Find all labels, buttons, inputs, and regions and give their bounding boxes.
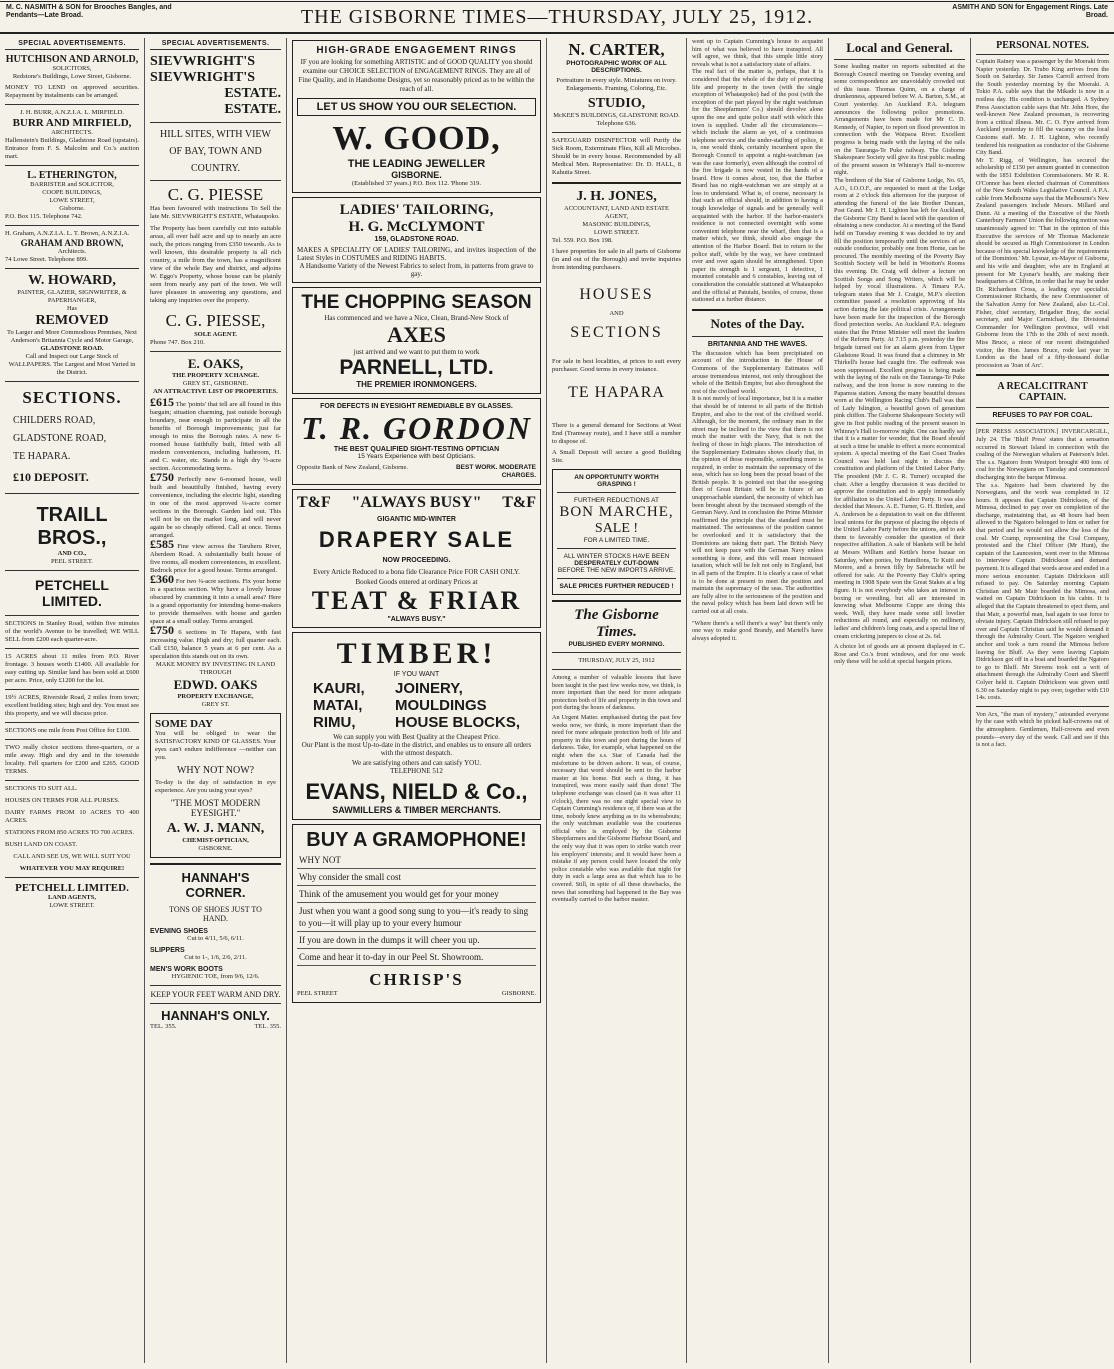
ad-line: "ALWAYS BUSY." xyxy=(387,616,446,623)
ad-line: just arrived and we want to put them to work xyxy=(353,348,480,356)
column-3 xyxy=(287,38,547,1363)
divider xyxy=(976,423,1109,424)
timber-list-right xyxy=(395,680,520,731)
news-text: [PER PRESS ASSOCIATION.] INVERCARGILL, July 24. The 'Bluff Press' states that a sensation occurred in Stewart Island in connection with the coaling of the Norwegian whalers at Paterson's Inlet. The s.s. Ngatoro from Westport brought 400 tons of coal for the Norwegians on Tuesday and commenced discharging into the barque Mimosa. xyxy=(976,428,1109,481)
ad-line: LOWE STREET. xyxy=(49,902,95,909)
ad-title: E. OAKS, xyxy=(187,356,244,371)
traill-ad xyxy=(5,504,139,566)
ad-line: MAKE MONEY BY INVESTING IN LAND THROUGH xyxy=(155,661,276,676)
divider xyxy=(150,351,281,352)
ad-body: I have properties for sale in all parts of Gisborne (in and out of the Borough) and invite inquiries from intending purchasers. xyxy=(552,248,681,271)
divider xyxy=(552,600,681,602)
ad-line: HILL SITES, WITH VIEW xyxy=(160,129,271,140)
editorial-continued: An Urgent Matter. emphasised during the past few weeks now, we think, is more important than the need for more adequate protection both of life and property in this town and port during the hours of darkness. Take, for example, what happened on the night when the s.s. Star of Canada had the misfortune to be driven ashore. It was, of course, necessary that word should be sent to the harbor master at his home. But such a thing, it has transpired, was more easily said than done! The telephone exchange was closed (as it was after 11 o'clock), there was no one night special view to Captain Cumming's residence or, if there was at the time, nobody knew anything as to its whereabouts; the only watchman available was the courteous official who is employed by the Gisborne Sheepfarmers and the Gisborne Harbour Board, and the only way that it was open to strike watch over his employers' interests; and it would have been a mistake if any person could have located the only police constable who was available that night for duty in such a large area as that which has to be covered. Still, in spite of all these drawbacks, the news that something had happened in the Bay was eventually carried to the harbor master. xyxy=(552,713,681,904)
listing: WHATEVER YOU MAY REQUIRE! xyxy=(19,865,125,872)
ad-body: MAKES A SPECIALITY OF LADIES' TAILORING, and invites inspection of the Latest Styles in COSTUMES and RIDING HABITS. xyxy=(297,246,536,262)
story-continued: It is not merely of local importance, but it is a matter that should be of interest to all parts of the British Empire, and also to the rest of the civilised world. Although, for the moment, the ordinary man in the street may be inclined to the view that there is not much the matter with the Navy, that is not the feeling of those in high places. The introduction of the Supplementary Estimates shows clearly that, in the opinion of those responsible, something more is required, in order to maintain the supremacy of the seas, which has so long been the proud boast of the British people. It is pointed out that the sea-going fleet of Great Britain will be in future of an unapproachable standard, the necessity of which has been brought about by the increased strength of the German Navy. And in conclusion the Prime Minister reaffirmed the principle that the standard must be maintained. The seriousness of the position cannot be overlooked and it is satisfactory that the Dominions are taking their part. The British Navy will not keep pace with the German Navy unless something is done, and this will mean increased taxation, which will be felt not only in England, but in all parts of the Empire. It is clearly a case of what is to be done at present to meet the position and maintain the supremacy of the seas. The authorities are fully alive to the seriousness of the position and the naval policy which has been laid down will be carried out at all costs. xyxy=(692,395,823,615)
masthead-title: THE GISBORNE TIMES—THURSDAY, JULY 25, 1912. xyxy=(300,6,814,28)
ad-line: To Larger and More Commodious Premises, Next Anderson's Britannia Cycle and Motor Garage, xyxy=(7,329,137,344)
divider xyxy=(5,381,139,382)
masthead-bar xyxy=(0,0,1114,34)
petchell-listings xyxy=(5,620,139,873)
story-text: went up to Captain Cumming's house to acquaint him of what was believed to have transpired. All will agree, we think, that this simple little story reveals what is not a satisfactory state of affairs. xyxy=(692,38,823,68)
ad-line: TE HAPARA. xyxy=(13,451,71,462)
divider xyxy=(552,652,681,653)
ad-footer xyxy=(297,990,536,998)
graham-ad xyxy=(5,230,139,264)
piesse-ad xyxy=(150,185,281,347)
ad-footer xyxy=(297,464,536,480)
sievwright-ad xyxy=(150,54,281,118)
divider xyxy=(5,570,139,571)
ad-title: TRAILL BROS., xyxy=(36,504,108,549)
gramophone-ad xyxy=(292,824,541,1003)
hannah-ad xyxy=(150,870,281,1031)
divider xyxy=(976,374,1109,376)
ad-line: Gisborne. xyxy=(59,205,85,212)
divider xyxy=(150,180,281,181)
divider xyxy=(552,132,681,133)
ad-line: TEL. 355. xyxy=(150,1023,177,1030)
oaks-ad xyxy=(150,356,281,709)
ad-line: MASONIC BUILDINGS, xyxy=(582,221,651,228)
divider xyxy=(150,122,281,123)
ad-body: MONEY TO LEND on approved securities. Repayment by instalments can be arranged. xyxy=(5,84,139,99)
section-title: PERSONAL NOTES. xyxy=(976,40,1109,55)
listing xyxy=(150,470,281,540)
section-subtitle: REFUSES TO PAY FOR COAL. xyxy=(992,412,1093,420)
ad-body: You will be obliged to wear the SATISFACTORY KIND OF GLASSES. Your eyes can't endure indifference —neither can you. xyxy=(155,730,276,761)
ad-title: T&F xyxy=(297,494,331,511)
ad-line: THE PROPERTY XCHANGE. xyxy=(171,372,260,379)
ad-title: N. CARTER, xyxy=(568,40,665,59)
ad-line: P.O. Box 115. Telephone 742. xyxy=(5,213,83,220)
ad-line: PROPERTY EXCHANGE, xyxy=(177,693,254,700)
ad-body: The Property has been carefully cut into suitable areas, all over half acre and up to nearly an acre each, the prices ranging from £350 towards. As is well known, this desirable property is all rich country, a mile from the town, has a magnificent view of the whole Bay and district, and adjoins W. Eggo's Property, whose house can be plainly seen from nearly any part of the town. We will have pleasure in answering any questions, and taking any inquiries over the property. xyxy=(150,225,281,304)
ad-title: SECTIONS. xyxy=(22,388,122,407)
editorial-masthead xyxy=(552,607,681,670)
divider xyxy=(557,492,676,493)
ad-line: GREY ST., GISBORNE. xyxy=(182,380,249,387)
ad-line: If you are down in the dumps it will cheer you up. xyxy=(297,932,536,949)
ad-title: W. GOOD, xyxy=(332,120,501,157)
ad-title: C. G. PIESSE, xyxy=(165,311,266,330)
ad-title: T&F xyxy=(502,494,536,511)
ad-line: CHEMIST-OPTICIAN, xyxy=(182,837,249,844)
ad-line: Has commenced and we have a Nice, Clean, Brand-New Stock of xyxy=(324,314,509,322)
petchell-title: PETCHELL LIMITED. xyxy=(35,577,109,609)
divider xyxy=(5,104,139,105)
ad-title: W. HOWARD, xyxy=(28,273,116,288)
ad-body: We are satisfying others and can satisfy YOU. xyxy=(351,759,482,767)
ad-line: ACCOUNTANT, LAND AND ESTATE AGENT, xyxy=(564,205,669,220)
listing: HOUSES ON TERMS FOR ALL PURSES. xyxy=(5,797,120,804)
quote-text: "Where there's a will there's a way" but there's only one way to make good Brandy, and Martell's have always adopted it. xyxy=(692,619,823,642)
houses-ad xyxy=(552,286,681,374)
ad-line: J. H. BURR, A.N.Z.I.A. L. MIRFIELD. xyxy=(20,109,124,116)
ad-line: LAND AGENTS, xyxy=(47,894,97,901)
ad-line: BEST WORK. MODERATE CHARGES. xyxy=(455,464,536,479)
ad-line: SALE PRICES FURTHER REDUCED ! xyxy=(559,583,674,590)
news-text: Captain Rainey was a passenger by the Moeraki from Napier yesterday. Dr. Trubo King arrives from the South on Saturday. Sir James Carroll arrived from the South yesterday morning by the Moeraki. A Tokio P.A. cable says that the Mikado is now in a restless day. His condition is unchanged. A Sydney Press Association cable says that Mr. John Hore, the well-known New Zealand pressman, is recovering from a critical illness. Mr. C. O. Fyre arrived from Auckland yesterday to fill the vacancy on the local Customs staff. Mr. J. H. Lighton, who recently tendered his resignation as conductor of the Gisborne City Band. xyxy=(976,58,1109,157)
ad-line: AND xyxy=(609,310,624,317)
divider xyxy=(5,722,139,723)
ad-title: SECTIONS xyxy=(570,324,663,341)
ad-line: GISBORNE. xyxy=(198,845,233,852)
ad-header xyxy=(297,494,536,512)
ad-line: AN OPPORTUNITY WORTH GRASPING ! xyxy=(574,474,659,488)
news-closing: Von Arx, "the man of mystery," astounded everyone by the case with which he picked half-crowns out of the atmosphere. Gentlemen, Half-crowns and even pounds—every day of the week. Call and see if this is not a fact. xyxy=(976,710,1109,749)
ad-line: 15 Years Experience with best Opticians. xyxy=(357,453,476,460)
column-7 xyxy=(971,38,1114,1363)
ad-line: Has xyxy=(66,305,78,312)
ad-line: PAINTER, GLAZIER, SIGNWRITER, & PAPERHANGER, xyxy=(17,289,127,304)
ad-title: "ALWAYS BUSY" xyxy=(351,494,482,511)
ad-title: GRAHAM AND BROWN, xyxy=(20,238,124,248)
petchell-footer xyxy=(5,882,139,910)
news-text: Some leading matter on reports submitted at the Borough Council meeting on Tuesday evening and some correspondence are unavoidably crowded out of this issue. Thomas Quinn, on a charge of drunkenness, appeared before W. A. Barton, S.M., at Court yesterday. An Auckland P.A. telegram announces the following police promotions. Arrangements have been made for Mr C. D. Kennedy, of Napier, to report on flood prevention in connection with the Waipaoa River. Excellent progress is being made with the laying of the rails on the Tauranga-Te Puke railway. The Gisborne Shakespeare Society will give its first public reading of the present season in Whinray's Hall to-morrow night. xyxy=(834,63,965,177)
ad-line: THE PREMIER IRONMONGERS. xyxy=(356,380,477,389)
listing-text: The 'points' that tell are all found in this bargain; situation charming, just outside borough boundary, near enough to participate in all the benefits of Borough improvements; just far enough to miss the Borough rates. A new 6-roomed house faithfully built, fitted with all modern conveniences, including bathroom, H. and C. water, etc. Stands in a high dry ½-acre section. Accommodating terms. xyxy=(150,401,282,472)
ad-line: IF YOU WANT xyxy=(393,671,440,678)
divider xyxy=(552,182,681,184)
divider xyxy=(150,1003,281,1004)
divider xyxy=(150,985,281,986)
divider xyxy=(552,669,681,670)
ad-line: H. Graham, A.N.Z.I.A. L. T. Brown, A.N.Z.I.A. xyxy=(5,230,130,237)
ad-line: 74 Lowe Street. Telephone 899. xyxy=(5,256,88,263)
ad-line: Think of the amusement you would get for your money xyxy=(297,886,536,903)
ad-line: DESPERATELY CUT-DOWN xyxy=(574,560,659,567)
story-continued: The real fact of the matter is, perhaps, that it is considered that the whole of the duty of protecting life and property in the town (with the single exception of Whataupoko) had of the post (with the exception of the part played by the night watchman for the Sheepfarmers' Co.) should devolve alone upon the one and quite police staff with which this town is supplied. Under all the circumstances—which include the alarm as yet, of a continuous telephone service and the under-staffing of police, it is, one would think, certainly incumbent upon the Borough Council to appoint a night-watchman (as was the case formerly), even although the control of the fire brigade is now vested in the hands of a board. How it comes about, too, that the Harbor Board has no night-watchman we are simply at a loss to understand. What is, of course, necessary is that such an official should, in addition to having a tough knowledge of signals and be generally well acquainted with the harbor. If the harbor-master's residence is not connected overnight with some convenient telephone near the wharf, then that is a matter which, we think, should also engage the attention of the Harbor Board. But to return to the police staff, while by the way, we have continued over and over again should be strengthened. Upon paper its strength is 1 sergeant, 1 detective, 1 mounted constable and 6 constables, leaving out of consideration the constable stationed at Whataupoko and the official at Patutahi, besides, of course, those stationed at a further distance. xyxy=(692,68,823,304)
gordon-ad xyxy=(292,398,541,485)
ad-line: THE LEADING JEWELLER xyxy=(347,158,486,170)
ad-title: LADIES' TAILORING, xyxy=(339,202,494,218)
listing: SECTIONS TO SUIT ALL. xyxy=(5,785,78,792)
ad-line: Has been favoured with instructions To Sell the late Mr. SIEVWRIGHT'S ESTATE, Whataupoko. xyxy=(150,205,281,220)
column-2 xyxy=(145,38,287,1363)
column-4 xyxy=(547,38,687,1363)
sections-ad xyxy=(5,388,139,485)
ad-line: HYGIENIC TOE, from 9/6, 12/6. xyxy=(171,973,260,980)
ad-line: (Established 37 years.) P.O. Box 112. 'Phone 319. xyxy=(351,180,482,187)
ad-line: Just when you want a good song sung to you—it's ready to sing to you—it will play up to your every humour xyxy=(297,903,536,932)
ad-line: BEFORE THE NEW IMPORTS ARRIVE. xyxy=(557,567,676,574)
product: JOINERY, xyxy=(394,680,463,697)
product: RIMU, xyxy=(313,714,356,731)
ad-title: SOME DAY xyxy=(155,718,213,730)
ad-heading: STUDIO, xyxy=(587,96,646,111)
left-ear-notice: M. C. NASMITH & SON for Brooches Bangles, and Pendants—Late Broad. xyxy=(6,4,172,19)
ad-line: GIGANTIC MID-WINTER xyxy=(377,516,456,523)
product: KAURI, xyxy=(313,680,365,697)
top-rule xyxy=(0,1,1114,2)
ad-line: CHILDERS ROAD, xyxy=(13,415,96,426)
ad-line: GREY ST. xyxy=(201,701,230,708)
ad-body: Booked Goods entered at ordinary Prices at xyxy=(355,578,478,586)
divider xyxy=(5,739,139,740)
listing-price: £750 xyxy=(150,623,174,637)
story-text: The discussion which has been precipitated on account of the introduction in the House of Commons of the Supplementary Estimates will arouse tremendous interest, not only throughout the whole of the British Empire, but also throughout the rest of the civilised world. xyxy=(692,349,823,395)
ad-title: A. W. J. MANN, xyxy=(166,821,265,836)
listing: 15 ACRES about 11 miles from P.O. River frontage. 3 houses worth £1400. All available for easy cutting up. Similar land has been sold at £600 per acre. Price, only £1200 for the lot. xyxy=(5,653,139,684)
ad-line: GLADSTONE ROAD, xyxy=(13,433,107,444)
ad-body: Every Article Reduced to a bona fide Clearance Price FOR CASH ONLY. xyxy=(313,568,520,576)
tailoring-ad xyxy=(292,197,541,283)
ad-line: LOWE STREET, xyxy=(49,197,95,204)
ad-line: FOR A LIMITED TIME. xyxy=(583,537,650,544)
listing-price: £585 xyxy=(150,537,174,551)
news-closing: A choice lot of goods are at present displayed in C. Rose and Co.'s front windows, and for one week only these will be sold at special bargain prices. xyxy=(834,643,965,666)
product: MOULDINGS xyxy=(394,697,487,714)
ad-line: ALL WINTER STOCKS HAVE BEEN xyxy=(563,553,670,560)
column-heading: SPECIAL ADVERTISEMENTS. xyxy=(150,38,281,50)
ad-title: L. ETHERINGTON, xyxy=(27,170,117,181)
ad-title: SIEVWRIGHT'S xyxy=(150,70,256,85)
product: MATAI, xyxy=(313,697,363,714)
ad-title: C. G. PIESSE xyxy=(167,185,264,204)
ad-title: TE HAPARA xyxy=(568,384,665,401)
listing xyxy=(150,572,282,626)
divider xyxy=(5,877,139,878)
ad-line: LOWE STREET. xyxy=(593,229,640,236)
ad-body: A Small Deposit will secure a good Building Site. xyxy=(552,449,681,464)
ad-phones xyxy=(150,1023,281,1031)
product: HOUSE BLOCKS, xyxy=(394,714,520,731)
listing xyxy=(150,395,282,473)
ad-body: Our Plant is the most Up-to-date in the district, and enables us to ensure all orders with the utmost despatch. xyxy=(301,741,532,757)
ad-heading: SALE ! xyxy=(594,521,639,536)
ad-line: COOPE BUILDINGS, xyxy=(42,189,102,196)
divider xyxy=(5,268,139,269)
ad-title: T. R. GORDON xyxy=(301,410,532,446)
right-ear-notice: ASMITH AND SON for Engagement Rings. Late Broad. xyxy=(952,4,1108,19)
ad-title: HANNAH'S ONLY. xyxy=(161,1008,270,1023)
carter-ad xyxy=(552,40,681,128)
bonmarche-ad xyxy=(552,469,681,595)
ad-heading: REMOVED xyxy=(35,313,109,328)
teat-friar-ad xyxy=(292,489,541,628)
listing-text: 6 sections in Te Hapara, with fast increasing value. High and dry; full quarter each. Call £150, balance 5 years at 6 per cent. As a speculation this stands out on its own. xyxy=(150,629,281,660)
ad-heading: "THE MOST MODERN EYESIGHT." xyxy=(170,798,261,818)
listing xyxy=(150,623,281,661)
tehapara-ad xyxy=(552,384,681,465)
ad-body: To-day is the day of satisfaction in eye experience. Are you using your eyes? xyxy=(155,779,276,794)
news-continued: The s.s. Ngatoro had been chartered by the Norwegians, and the work was completed in 12 hours. It appears that Captain Didrickson, of the Mimosa, declined to pay over on completion of the discharge, maintaining that, as 48 hours had been allowed to the Ngatoro belonged to him or rather for that period and he would not allow the loss of the coal. Mr Cramp, representing the Coal Company, protested and the Chief Officer (Mr Hunt), the captain of the Launceston, went over to the Mimosa to interview Captain Didrickson and demand payment. It is alleged that words arose and ended in a more serious encounter. Captain Didrickson still refused to pay. On Saturday morning Captain Christian and Mr Mair boarded the Mimosa, and waited on Captain Didrickson in his cabin. It is alleged that the Captain threatened to eject them, and that Mair, a powerful man, had again to use force to obviate injury. Captain Didrickson still refused to pay over and Captain Christian said he would demand it through the Admiralty Court. The Ngatoro weighed anchor and took a turn round the Mimosa before leaving for Bluff. As they were leaving Captain Didrickson got off in a boat and boarded the Ngatoro to go to Bluff. Mr Stevens took out a writ of attachment through the Admiralty Court and Sheriff Colyer held it. Captain Didrickson was given until 6.30 on Saturday night to pay over, together with £10 14s. costs. xyxy=(976,481,1109,702)
ad-line: Opposite Bank of New Zealand, Gisborne. xyxy=(297,464,409,471)
timber-products xyxy=(297,678,536,733)
ad-line: £10 DEPOSIT. xyxy=(13,470,89,484)
divider xyxy=(976,407,1109,408)
etherington-ad xyxy=(5,170,139,221)
ad-line: Cut to 4/11, 5/6, 6/11. xyxy=(187,935,244,942)
divider xyxy=(5,780,139,781)
ad-line: Tel. 559. P.O. Box 198. xyxy=(552,237,613,244)
divider xyxy=(150,863,281,865)
divider xyxy=(692,336,823,337)
ad-title: TIMBER! xyxy=(336,637,497,670)
ad-line: FOR DEFECTS IN EYESIGHT REMEDIABLE BY GLASSES. xyxy=(320,403,513,410)
ad-title: ESTATE. xyxy=(224,102,281,117)
ad-body: Hallenstein's Buildings, Gladstone Road (upstairs). Entrance from F. S. Malcolm and Co.'s auction mart. xyxy=(5,137,139,160)
ad-title: THE CHOPPING SEASON xyxy=(301,292,532,313)
disinfector-ad: SAFEGUARD DISINFECTOR will Purify the Sick Room, Exterminate Flies, Kill all Microbes. Should be in every house. Recommended by all Medical Men. Representative: Dr. D. HALL, 8 Kahutia Street. xyxy=(552,137,681,176)
ad-title: J. H. JONES, xyxy=(576,189,657,204)
hutchison-ad xyxy=(5,54,139,100)
ad-line: Telephone 636. xyxy=(596,120,637,127)
ad-line: SLIPPERS xyxy=(150,947,185,954)
ad-line: Come and hear it to-day in our Peel St. Showroom. xyxy=(297,949,536,966)
ad-line: 159, GLADSTONE ROAD. xyxy=(374,236,459,243)
ad-line: ARCHITECTS. xyxy=(51,129,93,136)
divider xyxy=(976,706,1109,707)
ad-body: We can supply you with Best Quality at the Cheapest Price. xyxy=(333,733,500,741)
ad-line: SOLE AGENT. xyxy=(194,331,237,338)
ad-line: TONS OF SHOES JUST TO HAND. xyxy=(169,905,262,923)
ad-line: GLADSTONE ROAD. xyxy=(40,345,104,352)
section-title: Notes of the Day. xyxy=(710,315,805,331)
ad-line: PUBLISHED EVERY MORNING. xyxy=(568,641,665,648)
listing-text: Perfectly new 6-roomed house, well built and beautifully finished, having every convenience, including the electric light, standing in one of the most approved ¼-acre corner sections in the Borough. Garden laid out. This will not be on the market long, and will never again be so cheaply offered. Call at once. Terms arranged. xyxy=(150,476,281,539)
ad-title: EDWD. OAKS xyxy=(173,677,258,692)
paper-name: The Gisborne Times. xyxy=(574,607,659,640)
divider xyxy=(5,689,139,690)
divider xyxy=(692,309,823,311)
ad-line: GISBORNE. xyxy=(501,990,536,997)
ad-line: Cut to 1-, 1/6, 2/6, 2/11. xyxy=(184,954,247,961)
ad-line: PEEL STREET. xyxy=(51,558,93,565)
section-subtitle: BRITANNIA AND THE WAVES. xyxy=(707,340,808,348)
ad-heading: AXES xyxy=(387,322,446,347)
divider xyxy=(5,615,139,616)
divider xyxy=(5,493,139,494)
listing-text: Fine view across the Taruheru River, Aberdeen Road. A substantially built house of five rooms, all modern conveniences, in excellent. Bedrock price for a good house. Terms arranged. xyxy=(150,543,281,574)
ad-body: There is a general demand for Sections at West End (Tramway route), and I have still a number to dispose of. xyxy=(552,422,681,445)
ad-line: SOLICITORS, xyxy=(52,65,92,72)
listing-text: For two ¼-acre sections. Fix your home in a spacious section. Why have a lovely house obscured by cramming it into a small area? Here is a grand opportunity for intending home-makers to provide themselves with house and garden space at a small outlay. Terms arranged. xyxy=(150,578,282,625)
divider xyxy=(5,648,139,649)
ad-line: AND CO., xyxy=(57,550,87,557)
divider xyxy=(5,225,139,226)
ad-title: HOUSES xyxy=(579,286,654,303)
listing-price: £360 xyxy=(150,572,174,586)
listing: SECTIONS one mile from Post Office for £100. xyxy=(5,727,131,734)
ad-body: A Handsome Variety of the Newest Fabrics to select from, in patterns from grave to gay. xyxy=(299,262,534,278)
ad-line: SAWMILLERS & TIMBER MERCHANTS. xyxy=(332,805,501,815)
rings-ad xyxy=(292,40,541,193)
ad-title: ESTATE. xyxy=(224,86,281,101)
chopping-ad xyxy=(292,287,541,394)
listing: TWO really choice sections three-quarters, or a mile away. High and dry and in the townside locality. Fell quarters for £200 and £265. GOOD TERMS. xyxy=(5,744,139,775)
news-continued: Mr T. Rigg, of Wellington, has secured the scholarship of £150 per annum granted in connection with the 1851 Exhibition Commissioners. Mr R. R. O'Connor has been elected chairman of Committees of the New South Wales Legislative Council. A P.A. cable from Melbourne says that the Melbourne's New Zealand passengers include Messrs. Millard and Dunn. At a meeting of the Executive of the North Canterbury Farmers' Union the following motion was unanimously agreed to: 'That in the opinion of this Executive the services of Mr Thomas Mackenzie should be secured as High Commissioner in London because of his special knowledge of the requirements of the Dominion.' Mr. Lysnar, ex-Mayor of Gisborne, and his wife and daughter, who are in England at present for Mr Lysnar's health, are making their headquarters at Clifton, in order that he may be under Dr. Richardson Cross, a leading eye specialist. Commissioner Richards, the new Commissioner of the Salvation Army for New Zealand, also Lt.-Col. Fisher, chief secretary, Brigadier Bray, the social secretary, and Major Carmichael, the Divisional Commander for Wellington province, will visit Gisborne from the 17th to the 20th of next month. Miss Bruce, a niece of our recent distinguished visitor, the Hon. James Bruce, rode last year in London as the head of a fifty-thousand dollar procession as 'Joan of Arc'. xyxy=(976,156,1109,369)
hill-sites-ad xyxy=(150,129,281,174)
column-5 xyxy=(687,38,829,1363)
listing-price: £750 xyxy=(150,470,174,484)
ad-title: PARNELL, LTD. xyxy=(339,356,494,379)
ad-line: Why consider the small cost xyxy=(297,869,536,886)
ad-title: CHRISP'S xyxy=(369,970,464,989)
ad-title: BUY A GRAMOPHONE! xyxy=(306,829,527,851)
ad-line: McKEE'S BUILDINGS, GLADSTONE ROAD. xyxy=(553,112,680,119)
divider xyxy=(557,578,676,579)
ad-line: AN ATTRACTIVE LIST OF PROPERTIES. xyxy=(153,388,278,395)
listing xyxy=(150,537,281,575)
ad-heading: WHY NOT NOW? xyxy=(176,765,255,776)
ad-body: IF you are looking for something ARTISTIC and of GOOD QUALITY you should examine our CHOICE SELECTION of ENGAGEMENT RINGS. They are all of Fine Quality, and in Handsome Designs, yet so reasonably priced as to be within the reach of all. xyxy=(298,58,535,93)
timber-ad xyxy=(292,632,541,820)
ad-body: Portraiture in every style. Miniatures on ivory. Enlargements. Framing, Coloring, Etc. xyxy=(556,77,677,92)
ad-line: NOW PROCEEDING. xyxy=(382,557,451,564)
section-title: A RECALCITRANT CAPTAIN. xyxy=(997,381,1088,404)
ad-line: Redstone's Buildings, Lowe Street, Gisborne. xyxy=(12,73,132,80)
ad-line: THE BEST QUALIFIED SIGHT-TESTING OPTICIAN xyxy=(333,446,500,453)
listing: BUSH LAND ON COAST. xyxy=(5,841,78,848)
listing: DAIRY FARMS FROM 10 ACRES TO 400 ACRES. xyxy=(5,809,139,824)
divider xyxy=(5,165,139,166)
ad-line: BARRISTER and SOLICITOR, xyxy=(30,181,114,188)
ad-line: PHOTOGRAPHIC WORK OF ALL DESCRIPTIONS. xyxy=(566,60,667,74)
ad-title: HIGH-GRADE ENGAGEMENT RINGS xyxy=(316,45,517,56)
ad-line: KEEP YOUR FEET WARM AND DRY. xyxy=(150,990,281,999)
ad-title: EVANS, NIELD & Co., xyxy=(305,779,528,804)
ad-title: H. G. McCLYMONT xyxy=(348,219,485,235)
timber-list-left xyxy=(313,680,365,731)
ad-line: EVENING SHOES xyxy=(150,928,208,935)
ad-line: GISBORNE. xyxy=(391,170,442,180)
news-continued: The brethren of the Star of Gisborne Lodge, No. 65, A.O., I.O.O.F., are requested to meet at the Lodge room at 2 o'clock this afternoon for the purpose of attending the funeral of the late Brother Duncan, Post Grand. Mr J. H. Lighton has left for Auckland, the Gisborne City Band is faced with the question of obtaining a new conductor. At a meeting of the Band held on Tuesday evening it was decided to try and fill the position temporarily until the services of an outside conductor, probably one from Home, can be procured. The monthly meeting of the Poverty Bay Scottish Society will be held in Wootton's Rooms this evening. Dr. Craig will deliver a lecture on Scottish Songs and Song Writers, which will be helped by vocal illustrations. A Timaru P.A. telegram states that Mr J. Craigie, M.P.'s election committee passed a resolution approving of his action during the late political crisis. Arrangements have been made for the inspection of the Borough flood protection works. An Auckland P.A. telegram states that the Prime Minister will meet the leaders of the Reform Party. At 7.15 p.m. yesterday the fire brigade turned out for an alarm given from Upper Gladstone Road. It was found that a chimney in Mr Thirkell's house had caught fire. The outbreak was soon suppressed. Excellent progress is being made with the laying of the rails on the Tauranga-Te Puke railway, and the iron horse is now running to the Papamoa station. Among the many beautiful dresses worn at the Wellington Racing Club's Ball was that of Lady Islington, a beautiful gown of geranium pink chiffon. The Gisborne Shakespeare Society will give its first public reading of the present season in Whinray's Hall to-morrow night. One can hardly say that it is a matter for wonder, that the Board should at such a time be unable to effect a more economical system. A special meeting of the East Coast Trades Council was held last night to discuss the constitution and platform of the United Labor Party. The president (Mr J. C. R. Turner) occupied the chair. After a lengthy discussion it was decided to approve the constitution and to apply immediately for affiliation to the United Labor Party. It was also decided that Messrs. A. E. Turner, G. H. Birtlett, and A. Anderson be a deputation to wait on the different local unions for the purpose of placing the objects of the United Labor Party before the unions, and to ask them to favorably consider the question of their respective affiliation. A sale of blankets will be held at Messrs William and Kettle's horse bazaar on Saturday, when ponies, by Hamiltons, Te Kuiti and Morere, and a brown filly by Sabretache will be offered for sale. At the Poverty Bay Club's spring meeting in 1908 Spate won the Great Stakes at a big figure. It is not everybody who takes an interest in boxing or wrestling, but all are interested in knowing what Melbourne Cuppe are doing this week. Well, they have made some still lovelier reductions all round, and especially on millinery, ladies' and children's long coats, and a special line of cream cricketing jumpers to close at 2s. 6d. xyxy=(834,176,965,640)
column-heading: SPECIAL ADVERTISEMENTS. xyxy=(5,38,139,50)
ad-line: WHY NOT xyxy=(297,852,536,869)
ad-heading: DRAPERY SALE xyxy=(318,527,515,552)
ad-title: HUTCHISON AND ARNOLD, xyxy=(5,54,139,65)
ad-line: Architects. xyxy=(57,248,87,255)
ad-line: TEL. 355. xyxy=(254,1023,281,1030)
ad-line: Phone 747. Box 210. xyxy=(150,339,205,346)
ad-line: PEEL STREET xyxy=(297,990,338,997)
ad-line: COUNTRY. xyxy=(191,163,240,174)
column-1 xyxy=(0,38,145,1363)
column-6 xyxy=(829,38,971,1363)
divider xyxy=(557,548,676,549)
listing: SECTIONS in Stanley Road, within five minutes of the world's Avenue to be travelled; WE WILL SELL from £200 each quarter-acre. xyxy=(5,620,139,643)
ad-line: FURTHER REDUCTIONS AT xyxy=(574,497,659,504)
howard-ad xyxy=(5,273,139,377)
ad-heading: LET US SHOW YOU OUR SELECTION. xyxy=(297,98,536,116)
ad-title: TEAT & FRIAR xyxy=(311,586,522,615)
listing: 19½ ACRES, Riverside Road, 2 miles from town; excellent building sites; high and dry. You must see this property, and we will discuss price. xyxy=(5,694,139,717)
jones-ad xyxy=(552,189,681,272)
edition-date: THURSDAY, JULY 25, 1912 xyxy=(578,657,655,664)
listing-price: £615 xyxy=(150,395,174,409)
ad-line: MEN'S WORK BOOTS xyxy=(150,966,223,973)
editorial-text: Among a number of valuable lessons that have been taught in the past few weeks now, we think, is more important than the need for more adequate protection both of life and property in this town and port during the hours of darkness. xyxy=(552,674,681,712)
ad-body: For sale in best localities, at prices to suit every purchaser. Good terms in every instance. xyxy=(552,358,681,373)
ad-title: BON MARCHE, xyxy=(559,504,674,520)
someday-ad xyxy=(150,713,281,858)
section-title: Local and General. xyxy=(834,40,965,60)
ad-title: SIEVWRIGHT'S xyxy=(150,54,256,69)
ad-title: BURR AND MIRFIELD, xyxy=(12,117,132,129)
ad-title: PETCHELL LIMITED. xyxy=(15,882,129,894)
burr-ad xyxy=(5,109,139,161)
ad-title: HANNAH'S CORNER. xyxy=(181,870,250,900)
listing: STATIONS FROM 850 ACRES TO 700 ACRES. xyxy=(5,829,135,836)
ad-line: OF BAY, TOWN AND xyxy=(169,146,262,157)
listing: CALL AND SEE US, WE WILL SUIT YOU xyxy=(13,853,131,860)
ad-line: Call and Inspect our Large Stock of WALLPAPERS. The Largest and Most Varied in the District. xyxy=(8,353,136,376)
ad-line: TELEPHONE 512 xyxy=(390,767,443,775)
